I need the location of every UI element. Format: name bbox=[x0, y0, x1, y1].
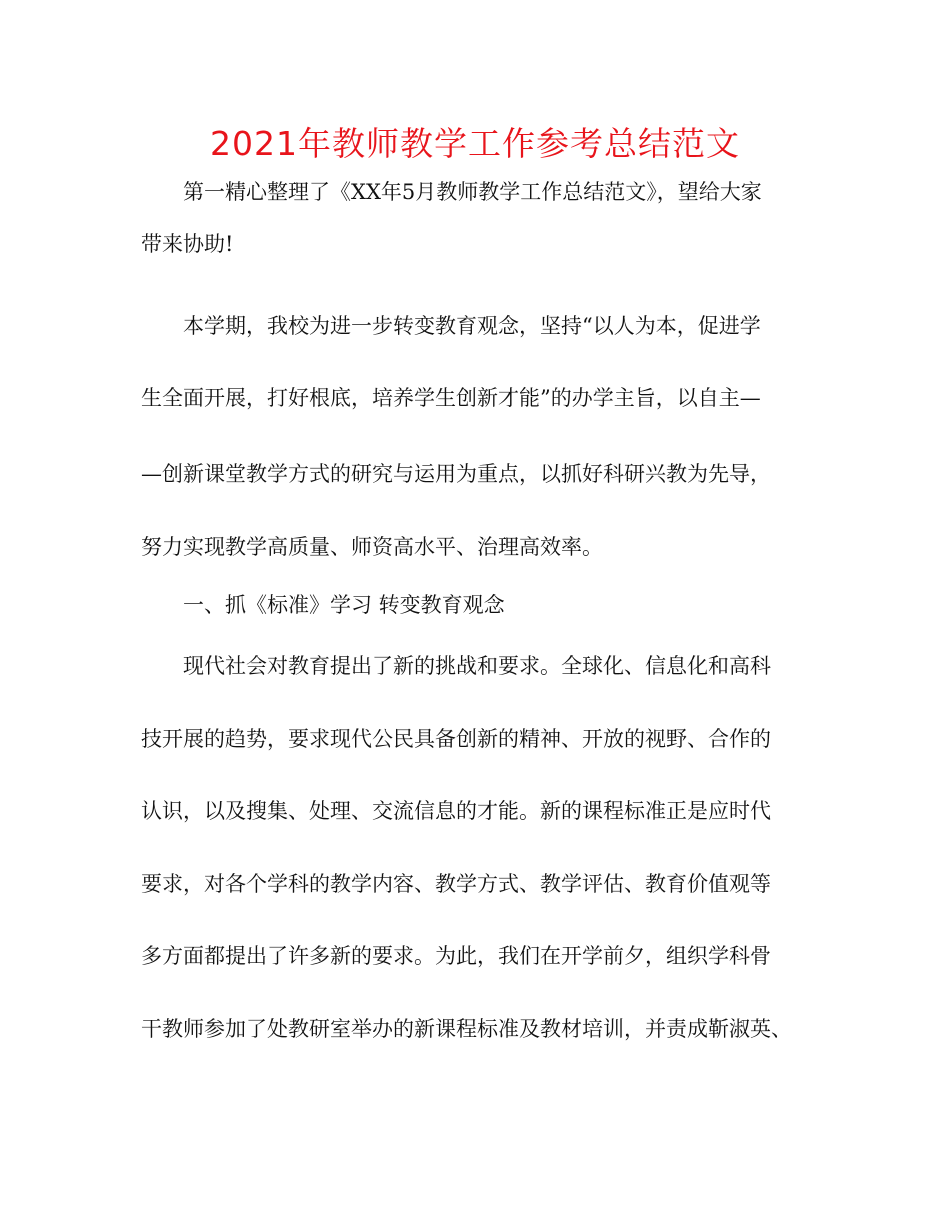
document-title: 2021年教师教学工作参考总结范文 bbox=[210, 124, 740, 163]
paragraph-line: 要求，对各个学科的教学内容、教学方式、教学评估、教育价值观等 bbox=[141, 872, 771, 896]
section-heading: 一、抓《标准》学习 转变教育观念 bbox=[183, 593, 505, 617]
paragraph-line: 干教师参加了处教研室举办的新课程标准及教材培训，并责成靳淑英、 bbox=[141, 1017, 792, 1041]
paragraph-line: 生全面开展，打好根底，培养学生创新才能”的办学主旨，以自主— bbox=[141, 386, 761, 410]
paragraph-line: —创新课堂教学方式的研究与运用为重点，以抓好科研兴教为先导， bbox=[141, 462, 771, 486]
paragraph-line: 本学期，我校为进一步转变教育观念，坚持“以人为本，促进学 bbox=[183, 314, 761, 338]
paragraph-line: 多方面都提出了许多新的要求。为此，我们在开学前夕，组织学科骨 bbox=[141, 944, 771, 968]
paragraph-line: 现代社会对教育提出了新的挑战和要求。全球化、信息化和高科 bbox=[183, 654, 771, 678]
paragraph-line: 带来协助! bbox=[141, 232, 234, 256]
paragraph-line: 技开展的趋势，要求现代公民具备创新的精神、开放的视野、合作的 bbox=[141, 727, 771, 751]
paragraph-line: 认识，以及搜集、处理、交流信息的才能。新的课程标准正是应时代 bbox=[141, 799, 771, 823]
paragraph-line: 努力实现教学高质量、师资高水平、治理高效率。 bbox=[141, 535, 603, 559]
paragraph-line: 第一精心整理了《XX年5月教师教学工作总结范文》，望给大家 bbox=[183, 180, 762, 204]
